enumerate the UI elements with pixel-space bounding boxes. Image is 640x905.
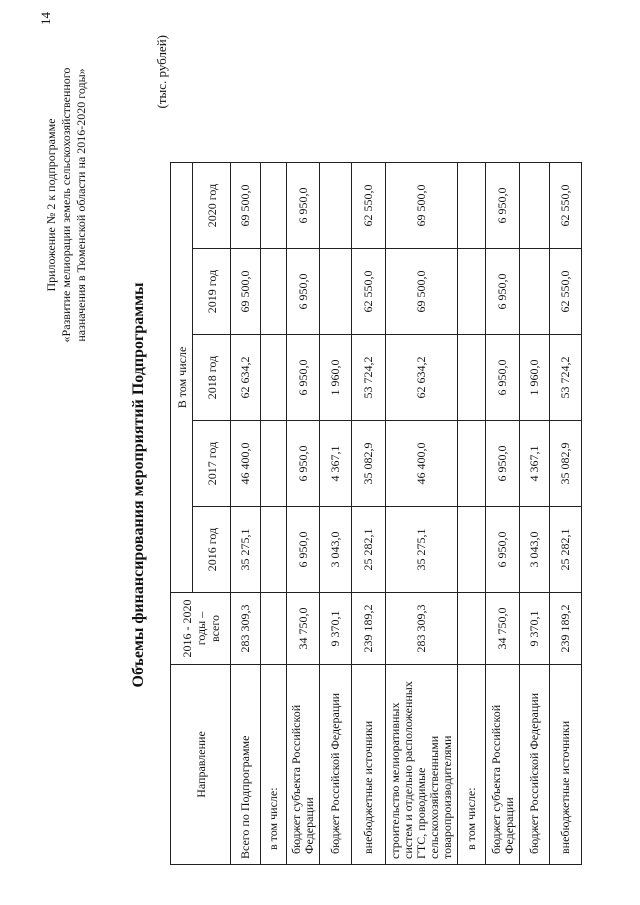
row-value xyxy=(458,507,486,593)
header-year: 2018 год xyxy=(193,335,231,421)
appendix-line-3: назначения в Тюменской области на 2016-2020 годы» xyxy=(74,68,88,342)
row-value: 6 950,0 xyxy=(287,507,320,593)
row-value: 34 750,0 xyxy=(287,593,320,665)
row-value: 9 370,1 xyxy=(520,593,550,665)
table-row xyxy=(320,163,352,865)
document-title: Объемы финансирования мероприятий Подпрограммы xyxy=(130,282,147,688)
header-direction: Направление xyxy=(171,665,231,865)
row-label: в том числе: xyxy=(458,665,486,865)
row-value: 6 950,0 xyxy=(486,163,520,249)
appendix-line-1: Приложение № 2 к подпрограмме xyxy=(44,118,58,292)
row-value: 9 370,1 xyxy=(320,593,352,665)
table-row xyxy=(287,163,320,865)
row-value xyxy=(458,593,486,665)
row-value xyxy=(458,163,486,249)
row-value xyxy=(520,249,550,335)
row-value: 239 189,2 xyxy=(352,593,386,665)
appendix-line-2: «Развитие мелиорации земель сельскохозяйственного xyxy=(59,67,73,343)
row-value xyxy=(458,335,486,421)
row-value: 53 724,2 xyxy=(352,335,386,421)
table-row xyxy=(520,163,550,865)
row-value: 6 950,0 xyxy=(287,249,320,335)
row-value: 35 082,9 xyxy=(550,421,582,507)
row-value: 69 500,0 xyxy=(386,163,458,249)
row-label: внебюджетные источники xyxy=(550,665,582,865)
row-value: 53 724,2 xyxy=(550,335,582,421)
row-value: 6 950,0 xyxy=(287,335,320,421)
appendix-note xyxy=(44,65,89,345)
row-label: бюджет субъекта Российской Федерации xyxy=(486,665,520,865)
row-value: 239 189,2 xyxy=(550,593,582,665)
row-value: 1 960,0 xyxy=(520,335,550,421)
row-value: 35 275,1 xyxy=(386,507,458,593)
row-value: 46 400,0 xyxy=(386,421,458,507)
row-value: 4 367,1 xyxy=(320,421,352,507)
row-value xyxy=(320,249,352,335)
table-row xyxy=(231,163,261,865)
row-value: 25 282,1 xyxy=(550,507,582,593)
financing-table xyxy=(170,162,582,865)
row-value: 62 634,2 xyxy=(231,335,261,421)
table-row xyxy=(458,163,486,865)
row-label: строительство мелиоративных систем и отдельно расположенных ГТС, проводимые сельскохозяйственными товаропроизводителями xyxy=(386,665,458,865)
row-value xyxy=(520,163,550,249)
table-row xyxy=(386,163,458,865)
row-label: внебюджетные источники xyxy=(352,665,386,865)
row-value: 35 082,9 xyxy=(352,421,386,507)
row-value xyxy=(261,163,287,249)
row-value: 4 367,1 xyxy=(520,421,550,507)
header-year: 2019 год xyxy=(193,249,231,335)
header-total: 2016 - 2020 годы – всего xyxy=(171,593,231,665)
row-label: Всего по Подпрограмме xyxy=(231,665,261,865)
table-row xyxy=(550,163,582,865)
row-value: 62 634,2 xyxy=(386,335,458,421)
row-value: 283 309,3 xyxy=(231,593,261,665)
row-value: 46 400,0 xyxy=(231,421,261,507)
row-value: 3 043,0 xyxy=(320,507,352,593)
row-value: 62 550,0 xyxy=(550,249,582,335)
row-value xyxy=(261,593,287,665)
row-value: 25 282,1 xyxy=(352,507,386,593)
row-value: 6 950,0 xyxy=(486,421,520,507)
row-value xyxy=(458,249,486,335)
header-year: 2016 год xyxy=(193,507,231,593)
table-row xyxy=(261,163,287,865)
page-number: 14 xyxy=(38,12,53,25)
row-value: 69 500,0 xyxy=(386,249,458,335)
row-value xyxy=(261,421,287,507)
row-value: 69 500,0 xyxy=(231,163,261,249)
row-value: 6 950,0 xyxy=(486,335,520,421)
row-value: 62 550,0 xyxy=(550,163,582,249)
header-year: 2020 год xyxy=(193,163,231,249)
row-value: 35 275,1 xyxy=(231,507,261,593)
row-value xyxy=(320,163,352,249)
units-note: (тыс. рублей) xyxy=(154,35,169,109)
row-label: бюджет Российской Федерации xyxy=(520,665,550,865)
row-value xyxy=(261,249,287,335)
row-value: 69 500,0 xyxy=(231,249,261,335)
row-value: 283 309,3 xyxy=(386,593,458,665)
row-value: 6 950,0 xyxy=(486,249,520,335)
row-value: 6 950,0 xyxy=(287,421,320,507)
row-label: бюджет субъекта Российской Федерации xyxy=(287,665,320,865)
row-value xyxy=(458,421,486,507)
header-including: В том числе xyxy=(171,163,193,593)
row-label: бюджет Российской Федерации xyxy=(320,665,352,865)
header-year: 2017 год xyxy=(193,421,231,507)
row-value: 1 960,0 xyxy=(320,335,352,421)
row-value: 34 750,0 xyxy=(486,593,520,665)
row-value: 62 550,0 xyxy=(352,163,386,249)
row-label: в том числе: xyxy=(261,665,287,865)
row-value xyxy=(261,507,287,593)
row-value: 62 550,0 xyxy=(352,249,386,335)
row-value xyxy=(261,335,287,421)
row-value: 6 950,0 xyxy=(486,507,520,593)
row-value: 6 950,0 xyxy=(287,163,320,249)
row-value: 3 043,0 xyxy=(520,507,550,593)
header-row-1 xyxy=(171,163,193,865)
table-row xyxy=(352,163,386,865)
table-row xyxy=(486,163,520,865)
